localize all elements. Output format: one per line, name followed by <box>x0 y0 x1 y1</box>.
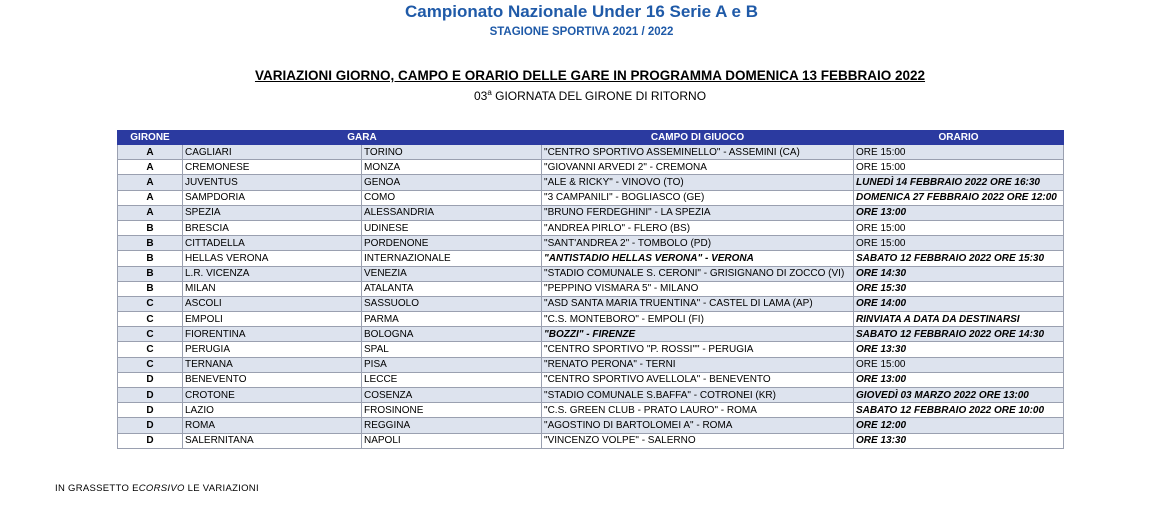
cell-orario: ORE 12:00 <box>854 418 1064 433</box>
cell-orario: ORE 15:00 <box>854 236 1064 251</box>
cell-orario: ORE 15:00 <box>854 145 1064 160</box>
cell-orario: SABATO 12 FEBBRAIO 2022 ORE 10:00 <box>854 403 1064 418</box>
table-body <box>118 145 1064 449</box>
cell-home-team: TERNANA <box>183 357 362 372</box>
table-header-row <box>118 131 1064 145</box>
cell-girone: A <box>118 145 183 160</box>
round-text: GIORNATA DEL GIRONE DI RITORNO <box>491 89 707 103</box>
cell-girone: B <box>118 251 183 266</box>
table-row <box>118 220 1064 235</box>
document-title: Campionato Nazionale Under 16 Serie A e B <box>405 2 758 21</box>
cell-away-team: ATALANTA <box>362 281 542 296</box>
header-gara: GARA <box>183 131 542 145</box>
round-ordinal: a <box>487 88 492 97</box>
cell-orario: ORE 15:30 <box>854 281 1064 296</box>
header-orario: ORARIO <box>854 131 1064 145</box>
cell-home-team: L.R. VICENZA <box>183 266 362 281</box>
table-row <box>118 266 1064 281</box>
cell-home-team: ASCOLI <box>183 296 362 311</box>
table-row <box>118 418 1064 433</box>
cell-away-team: REGGINA <box>362 418 542 433</box>
cell-campo: "ANTISTADIO HELLAS VERONA" - VERONA <box>542 251 854 266</box>
table-row <box>118 388 1064 403</box>
cell-home-team: BRESCIA <box>183 220 362 235</box>
cell-campo: "VINCENZO VOLPE" - SALERNO <box>542 433 854 448</box>
cell-girone: D <box>118 418 183 433</box>
cell-girone: D <box>118 433 183 448</box>
cell-home-team: CAGLIARI <box>183 145 362 160</box>
cell-away-team: SASSUOLO <box>362 296 542 311</box>
cell-away-team: ALESSANDRIA <box>362 205 542 220</box>
cell-girone: B <box>118 236 183 251</box>
cell-girone: D <box>118 403 183 418</box>
cell-away-team: COSENZA <box>362 388 542 403</box>
header-girone: GIRONE <box>118 131 183 145</box>
legend-text-2: CORSIVO <box>138 483 185 494</box>
cell-away-team: GENOA <box>362 175 542 190</box>
cell-girone: A <box>118 160 183 175</box>
table-row <box>118 236 1064 251</box>
round-number: 03 <box>473 89 488 103</box>
legend-text-1: IN GRASSETTO E <box>55 483 139 494</box>
cell-girone: B <box>118 281 183 296</box>
table-row <box>118 327 1064 342</box>
legend-text-3: LE VARIAZIONI <box>184 483 259 494</box>
cell-orario: DOMENICA 27 FEBBRAIO 2022 ORE 12:00 <box>854 190 1064 205</box>
cell-girone: A <box>118 175 183 190</box>
cell-home-team: ROMA <box>183 418 362 433</box>
cell-home-team: CITTADELLA <box>183 236 362 251</box>
cell-home-team: PERUGIA <box>183 342 362 357</box>
table-row <box>118 190 1064 205</box>
cell-orario: ORE 15:00 <box>854 357 1064 372</box>
cell-away-team: UDINESE <box>362 220 542 235</box>
cell-home-team: EMPOLI <box>183 312 362 327</box>
cell-campo: "ASD SANTA MARIA TRUENTINA" - CASTEL DI LAMA (AP) <box>542 296 854 311</box>
cell-orario: ORE 13:00 <box>854 205 1064 220</box>
cell-campo: "ANDREA PIRLO" - FLERO (BS) <box>542 220 854 235</box>
cell-away-team: INTERNAZIONALE <box>362 251 542 266</box>
cell-away-team: PARMA <box>362 312 542 327</box>
cell-campo: "AGOSTINO DI BARTOLOMEI A" - ROMA <box>542 418 854 433</box>
cell-home-team: SPEZIA <box>183 205 362 220</box>
cell-campo: "STADIO COMUNALE S. CERONI" - GRISIGNANO DI ZOCCO (VI) <box>542 266 854 281</box>
table-row <box>118 160 1064 175</box>
table-row <box>118 433 1064 448</box>
cell-orario: ORE 15:00 <box>854 160 1064 175</box>
table-row <box>118 145 1064 160</box>
cell-orario: ORE 15:00 <box>854 220 1064 235</box>
legend-note <box>55 483 259 494</box>
table-row <box>118 403 1064 418</box>
cell-campo: "BOZZI" - FIRENZE <box>542 327 854 342</box>
cell-girone: C <box>118 296 183 311</box>
cell-campo: "C.S. MONTEBORO" - EMPOLI (FI) <box>542 312 854 327</box>
schedule-table <box>117 130 1064 449</box>
cell-home-team: HELLAS VERONA <box>183 251 362 266</box>
cell-girone: C <box>118 312 183 327</box>
cell-girone: B <box>118 220 183 235</box>
cell-home-team: BENEVENTO <box>183 372 362 387</box>
cell-campo: "PEPPINO VISMARA 5" - MILANO <box>542 281 854 296</box>
cell-away-team: SPAL <box>362 342 542 357</box>
cell-home-team: JUVENTUS <box>183 175 362 190</box>
cell-home-team: LAZIO <box>183 403 362 418</box>
cell-orario: ORE 14:00 <box>854 296 1064 311</box>
cell-away-team: BOLOGNA <box>362 327 542 342</box>
cell-girone: B <box>118 266 183 281</box>
cell-orario: RINVIATA A DATA DA DESTINARSI <box>854 312 1064 327</box>
table-row <box>118 251 1064 266</box>
cell-home-team: MILAN <box>183 281 362 296</box>
cell-orario: LUNEDÌ 14 FEBBRAIO 2022 ORE 16:30 <box>854 175 1064 190</box>
cell-home-team: FIORENTINA <box>183 327 362 342</box>
cell-away-team: PORDENONE <box>362 236 542 251</box>
cell-girone: C <box>118 357 183 372</box>
cell-home-team: SALERNITANA <box>183 433 362 448</box>
cell-away-team: MONZA <box>362 160 542 175</box>
cell-home-team: CREMONESE <box>183 160 362 175</box>
cell-orario: ORE 13:30 <box>854 342 1064 357</box>
cell-orario: SABATO 12 FEBBRAIO 2022 ORE 15:30 <box>854 251 1064 266</box>
season-subtitle: STAGIONE SPORTIVA 2021 / 2022 <box>489 26 674 38</box>
cell-campo: "STADIO COMUNALE S.BAFFA" - COTRONEI (KR) <box>542 388 854 403</box>
cell-away-team: COMO <box>362 190 542 205</box>
cell-orario: GIOVEDÌ 03 MARZO 2022 ORE 13:00 <box>854 388 1064 403</box>
cell-away-team: TORINO <box>362 145 542 160</box>
table-row <box>118 312 1064 327</box>
cell-campo: "3 CAMPANILI" - BOGLIASCO (GE) <box>542 190 854 205</box>
cell-campo: "C.S. GREEN CLUB - PRATO LAURO" - ROMA <box>542 403 854 418</box>
cell-away-team: NAPOLI <box>362 433 542 448</box>
table-row <box>118 296 1064 311</box>
cell-orario: ORE 13:00 <box>854 372 1064 387</box>
cell-campo: "CENTRO SPORTIVO AVELLOLA" - BENEVENTO <box>542 372 854 387</box>
cell-campo: "ALE & RICKY" - VINOVO (TO) <box>542 175 854 190</box>
cell-home-team: SAMPDORIA <box>183 190 362 205</box>
cell-away-team: LECCE <box>362 372 542 387</box>
cell-orario: ORE 14:30 <box>854 266 1064 281</box>
cell-away-team: PISA <box>362 357 542 372</box>
cell-girone: D <box>118 388 183 403</box>
table-row <box>118 357 1064 372</box>
cell-girone: C <box>118 327 183 342</box>
changes-heading: VARIAZIONI GIORNO, CAMPO E ORARIO DELLE GARE IN PROGRAMMA DOMENICA 13 FEBBRAIO 2022 <box>254 68 926 83</box>
cell-campo: "GIOVANNI ARVEDI 2" - CREMONA <box>542 160 854 175</box>
cell-girone: A <box>118 190 183 205</box>
cell-orario: ORE 13:30 <box>854 433 1064 448</box>
round-label <box>0 88 1163 103</box>
cell-campo: "CENTRO SPORTIVO "P. ROSSI"" - PERUGIA <box>542 342 854 357</box>
cell-campo: "CENTRO SPORTIVO ASSEMINELLO" - ASSEMINI (CA) <box>542 145 854 160</box>
cell-girone: A <box>118 205 183 220</box>
table-row <box>118 281 1064 296</box>
cell-campo: "BRUNO FERDEGHINI" - LA SPEZIA <box>542 205 854 220</box>
table-row <box>118 342 1064 357</box>
header-campo: CAMPO DI GIUOCO <box>542 131 854 145</box>
cell-girone: D <box>118 372 183 387</box>
cell-orario: SABATO 12 FEBBRAIO 2022 ORE 14:30 <box>854 327 1064 342</box>
cell-away-team: FROSINONE <box>362 403 542 418</box>
cell-campo: "SANT'ANDREA 2" - TOMBOLO (PD) <box>542 236 854 251</box>
cell-girone: C <box>118 342 183 357</box>
cell-away-team: VENEZIA <box>362 266 542 281</box>
cell-home-team: CROTONE <box>183 388 362 403</box>
table-row <box>118 205 1064 220</box>
cell-campo: "RENATO PERONA" - TERNI <box>542 357 854 372</box>
table-row <box>118 175 1064 190</box>
table-row <box>118 372 1064 387</box>
